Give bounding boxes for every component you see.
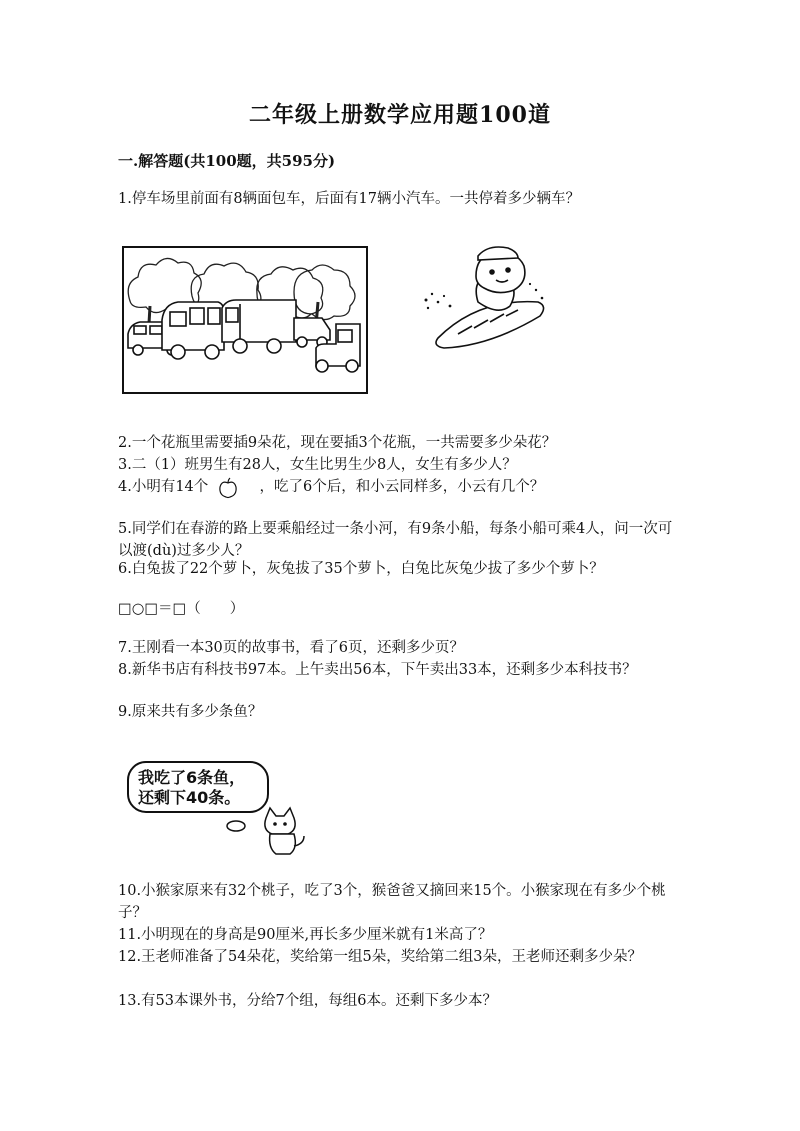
snowboarding-cat-illustration [418, 242, 548, 362]
question-3: 3.二（1）班男生有28人，女生比男生少8人，女生有多少人？ [118, 457, 517, 473]
apple-icon [217, 477, 239, 499]
section-heading: 一.解答题(共100题，共595分) [118, 152, 336, 170]
speech-bubble-line-1: 我吃了6条鱼， [138, 768, 246, 787]
question-9: 9.原来共有多少条鱼？ [118, 704, 263, 720]
parking-lot-illustration [122, 246, 370, 396]
speech-bubble-line-2: 还剩下40条。 [138, 788, 241, 807]
question-6: 6.白兔拔了22个萝卜，灰兔拔了35个萝卜，白兔比灰兔少拔了多少个萝卜？ [118, 561, 604, 577]
fish-speech-illustration [124, 758, 324, 868]
page-title: 二年级上册数学应用题100道 [249, 102, 551, 128]
question-1: 1.停车场里前面有8辆面包车，后面有17辆小汽车。一共停着多少辆车？ [118, 191, 581, 207]
question-10: 10.小猴家原来有32个桃子，吃了3个，猴爸爸又摘回来15个。小猴家现在有多少个桃子？ [118, 883, 666, 921]
question-13: 13.有53本课外书，分给7个组，每组6本。还剩下多少本？ [118, 993, 497, 1009]
question-2: 2.一个花瓶里需要插9朵花，现在要插3个花瓶，一共需要多少朵花？ [118, 435, 557, 451]
question-12: 12.王老师准备了54朵花，奖给第一组5朵，奖给第二组3朵，王老师还剩多少朵？ [118, 949, 642, 965]
question-8: 8.新华书店有科技书97本。上午卖出56本，下午卖出33本，还剩多少本科技书？ [118, 662, 637, 678]
question-11: 11.小明现在的身高是90厘米,再长多少厘米就有1米高了？ [118, 927, 493, 943]
question-4-end: ，吃了6个后，和小云同样多，小云有几个？ [259, 479, 545, 495]
question-4-start: 4.小明有14个 [118, 479, 209, 495]
question-4 [118, 476, 544, 499]
question-6-answer-blank: □○□＝□（ ） [118, 601, 245, 617]
question-7: 7.王刚看一本30页的故事书，看了6页，还剩多少页？ [118, 640, 465, 656]
speech-bubble-text [138, 768, 245, 808]
question-5: 5.同学们在春游的路上要乘船经过一条小河，有9条小船，每条小船可乘4人，问一次可以渡(dù)过多少人？ [118, 521, 673, 559]
